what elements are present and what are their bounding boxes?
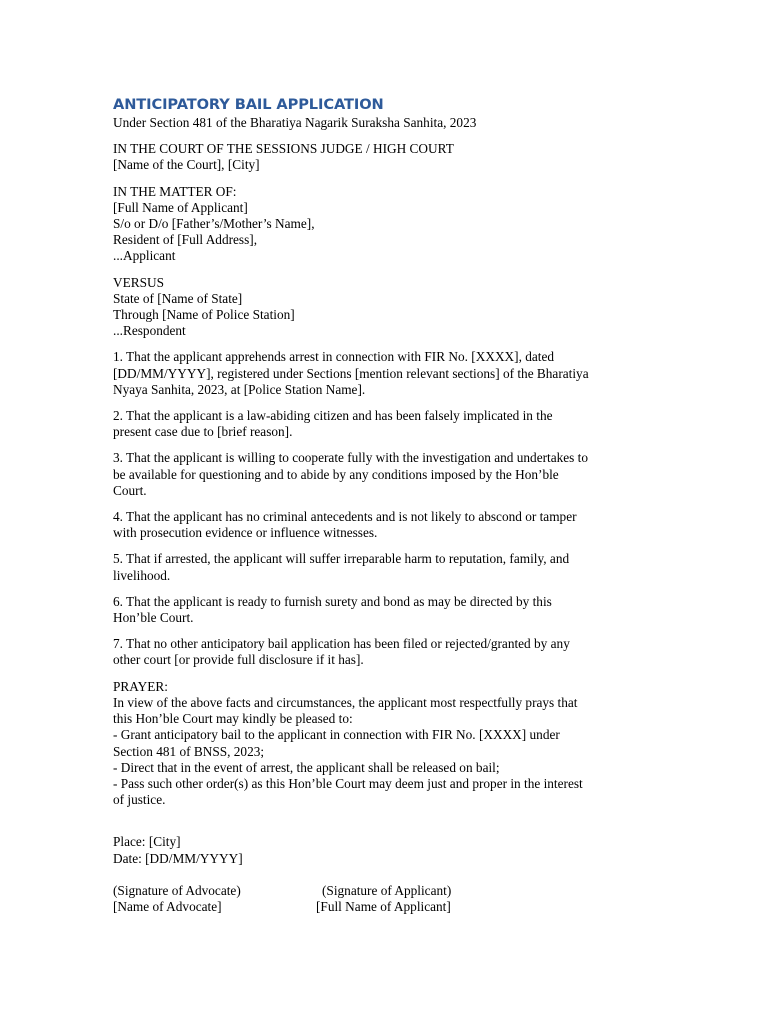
paragraph-1 xyxy=(113,349,658,398)
prayer-line: - Pass such other order(s) as this Hon’ble Court may deem just and proper in the interest xyxy=(113,775,583,791)
place-date-block xyxy=(113,834,658,866)
paragraph-line: other court [or provide full disclosure if it has]. xyxy=(113,652,364,668)
document-title: ANTICIPATORY BAIL APPLICATION xyxy=(113,96,384,113)
paragraph-line: 4. That the applicant has no criminal antecedents and is not likely to abscond or tamper xyxy=(113,509,577,525)
versus-heading: VERSUS xyxy=(113,274,164,290)
applicant-parentage: S/o or D/o [Father’s/Mother’s Name], xyxy=(113,216,315,232)
place-line: Place: [City] xyxy=(113,834,181,850)
signature-row xyxy=(113,883,658,899)
paragraph-4 xyxy=(113,509,658,541)
paragraph-line: Nyaya Sanhita, 2023, at [Police Station Name]. xyxy=(113,381,366,397)
paragraph-line: 5. That if arrested, the applicant will suffer irreparable harm to reputation, family, and xyxy=(113,551,570,567)
paragraph-line: 6. That the applicant is ready to furnish surety and bond as may be directed by this xyxy=(113,593,552,609)
prayer-line: Section 481 of BNSS, 2023; xyxy=(113,743,265,759)
prayer-line: of justice. xyxy=(113,792,166,808)
prayer-line: this Hon’ble Court may kindly be pleased to: xyxy=(113,711,353,727)
versus-block xyxy=(113,275,658,340)
paragraph-line: 7. That no other anticipatory bail application has been filed or rejected/granted by any xyxy=(113,636,570,652)
respondent-through: Through [Name of Police Station] xyxy=(113,307,295,323)
paragraph-line: Court. xyxy=(113,482,147,498)
paragraph-3 xyxy=(113,450,658,499)
paragraph-line: be available for questioning and to abide by any conditions imposed by the Hon’ble xyxy=(113,466,559,482)
applicant-name: [Full Name of Applicant] xyxy=(113,199,248,215)
subtitle-text: Under Section 481 of the Bharatiya Nagarik Suraksha Sanhita, 2023 xyxy=(113,115,477,130)
prayer-line: In view of the above facts and circumstances, the applicant most respectfully prays that xyxy=(113,694,578,710)
document-subtitle xyxy=(113,115,658,131)
paragraph-7 xyxy=(113,636,658,668)
paragraph-line: Hon’ble Court. xyxy=(113,610,194,626)
court-line-1: IN THE COURT OF THE SESSIONS JUDGE / HIGH COURT xyxy=(113,141,454,157)
prayer-block xyxy=(113,679,658,809)
spacer xyxy=(113,867,658,883)
spacer xyxy=(113,818,658,834)
prayer-line: - Grant anticipatory bail to the applicant in connection with FIR No. [XXXX] under xyxy=(113,727,560,743)
court-line-2: [Name of the Court], [City] xyxy=(113,157,260,173)
document-page xyxy=(113,96,658,915)
advocate-signature: (Signature of Advocate) xyxy=(113,882,241,898)
respondent-role: ...Respondent xyxy=(113,323,186,339)
applicant-role: ...Applicant xyxy=(113,248,176,264)
paragraph-line: present case due to [brief reason]. xyxy=(113,424,293,440)
matter-block xyxy=(113,184,658,265)
paragraph-2 xyxy=(113,408,658,440)
respondent-state: State of [Name of State] xyxy=(113,290,243,306)
paragraph-line: 1. That the applicant apprehends arrest in connection with FIR No. [XXXX], dated xyxy=(113,349,555,365)
applicant-residence: Resident of [Full Address], xyxy=(113,232,258,248)
court-block xyxy=(113,141,658,173)
paragraph-line: 2. That the applicant is a law-abiding citizen and has been falsely implicated in the xyxy=(113,408,553,424)
applicant-full-name: [Full Name of Applicant] xyxy=(316,898,451,914)
paragraph-6 xyxy=(113,594,658,626)
applicant-signature: (Signature of Applicant) xyxy=(322,882,452,898)
advocate-name: [Name of Advocate] xyxy=(113,898,222,914)
signature-block xyxy=(113,883,658,915)
paragraph-line: with prosecution evidence or influence witnesses. xyxy=(113,525,378,541)
name-row xyxy=(113,899,658,915)
date-line: Date: [DD/MM/YYYY] xyxy=(113,850,243,866)
paragraph-5 xyxy=(113,551,658,583)
matter-heading: IN THE MATTER OF: xyxy=(113,183,237,199)
prayer-line: - Direct that in the event of arrest, the applicant shall be released on bail; xyxy=(113,759,500,775)
paragraph-line: livelihood. xyxy=(113,567,171,583)
prayer-heading: PRAYER: xyxy=(113,678,168,694)
paragraph-line: [DD/MM/YYYY], registered under Sections [mention relevant sections] of the Bharatiya xyxy=(113,365,589,381)
paragraph-line: 3. That the applicant is willing to cooperate fully with the investigation and undertakes to xyxy=(113,450,589,466)
